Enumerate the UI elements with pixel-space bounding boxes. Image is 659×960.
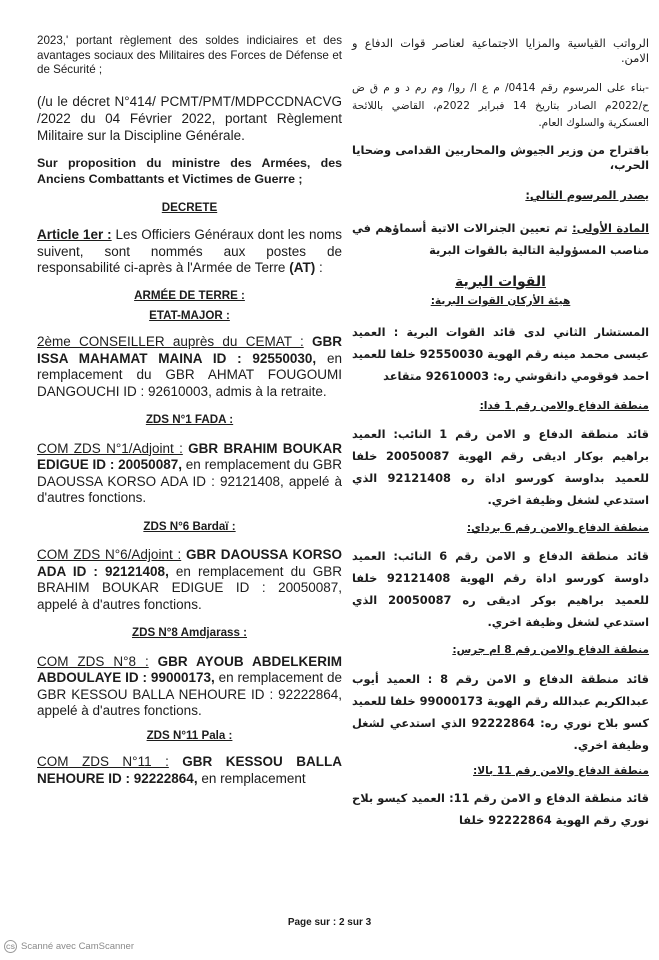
arabic-column (352, 36, 649, 831)
ar-proposition: باقتراح من وزير الجيوش والمحاربين القدامى وضحايا الحرب، (352, 142, 649, 173)
ar-zds11-heading: منطقة الدفاع والامن رقم 11 بالا: (473, 764, 649, 777)
fr-entry-zds11 (37, 754, 342, 787)
fr-entry-zds1 (37, 441, 342, 507)
fr-entry2-name: GBR BRAHIM BOUKAR EDIGUE ID : 20050087, (37, 440, 342, 473)
ar-zds6-heading: منطقة الدفاع والامن رقم 6 برداي: (466, 522, 649, 535)
fr-decrete-heading: DECRETE (161, 200, 218, 214)
fr-etat-major: ETAT-MAJOR : (149, 309, 230, 323)
ar-entry-zds8: قائد منطقة الدفاع و الامن رقم 8 : العميد أيوب عبدالكريم عبدالله رقم الهوية 99000173 خلفا للعميد كسو بلاح نوري ره: 92222864 الذي استدعي لشغل وظيفة اخري. (352, 671, 650, 752)
page-number: Page sur : 2 sur 3 (287, 917, 372, 928)
fr-decret-ref: (/u le décret N°414/ PCMT/PMT/MDPCCDNACVG /2022 du 04 Février 2022, portant Règlement Militaire sur la Discipline Générale. (37, 93, 342, 143)
fr-zds8-heading: ZDS N°8 Amdjarass : (131, 626, 248, 640)
ar-zds8-heading: منطقة الدفاع والامن رقم 8 ام جرس: (452, 644, 649, 657)
ar-intro-cont: الرواتب القياسية والمزايا الاجتماعية لعناصر قوات الدفاع و الامن. (352, 36, 649, 66)
watermark-text: Scanné avec CamScanner (21, 941, 135, 952)
fr-entry3-text: en remplacement du GBR BRAHIM BOUKAR EDIGUE ID : 20050087, appelé à d'autres fonctions. (37, 563, 343, 612)
fr-entry3-title: COM ZDS N°6/Adjoint : (37, 547, 182, 563)
fr-article-text: Les Officiers Généraux dont les noms suivent, sont nommés aux postes de responsabilité ci-après à l'Armée de Terre (37, 227, 342, 276)
fr-zds11-heading: ZDS N°11 Pala : (146, 728, 233, 742)
ar-entry-conseiller: المستشار الثاني لدى قائد القوات البرية : العميد عيسى محمد مينه رقم الهوية 92550030 خلفا للعميد احمد فوقومي دانقوشي ره: 92610003 متقاعد (352, 324, 649, 383)
ar-entry-zds1: قائد منطقة الدفاع و الامن رقم 1 النائب: العميد براهيم بوكار اديقى رقم الهوية 20050087 خلفا للعميد بداوسة كورسو اداة ره 92121408 الذي استدعي لشغل وظيفة اخري. (352, 427, 649, 508)
fr-article-end: : (315, 260, 323, 276)
ar-article-text: تم تعيين الجنرالات الاتية أسماؤهم في مناصب المسؤولية التالية بالقوات البرية (352, 220, 649, 257)
fr-article-at: (AT) (289, 260, 316, 276)
fr-entry4-text: en remplacement de GBR KESSOU BALLA NEHOURE ID : 92222864, appelé à d'autres fonctions. (37, 670, 342, 719)
fr-entry1-text: en remplacement du GBR AHMAT FOUGOUMI DANGOUCHI ID : 92610003, admis à la retraite. (37, 350, 342, 399)
fr-entry5-title: COM ZDS N°11 : (37, 754, 169, 770)
fr-intro-cont: 2023,' portant règlement des soldes indiciaires et des avantages sociaux des Militaires des Forces de Défense et de Sécurité ; (37, 34, 342, 77)
fr-entry3-name: GBR DAOUSSA KORSO ADA ID : 92121408, (37, 547, 343, 579)
ar-armee-terre: القوات البرية (455, 273, 546, 290)
scanner-watermark (4, 940, 134, 953)
fr-entry-conseiller (37, 334, 342, 400)
fr-entry5-text: en remplacement (197, 770, 306, 786)
fr-entry1-title: 2ème CONSEILLER auprès du CEMAT : (37, 334, 304, 350)
fr-article-label: Article 1er : (37, 227, 112, 243)
fr-article-1 (37, 227, 342, 277)
fr-zds6-heading: ZDS N°6 Bardaï : (143, 519, 236, 533)
fr-entry-zds6 (37, 547, 342, 613)
fr-entry-zds8 (37, 654, 342, 720)
ar-zds1-heading: منطقة الدفاع والامن رقم 1 فدا: (479, 399, 649, 412)
ar-decret-ref: -بناء على المرسوم رقم 0414/ م ع ا/ روا/ وم رم د و م ق ض ح/2022م الصادر بتاريخ 14 فبراير 2022م، القاضي باللائحة العسكرية والسلوك العام. (352, 82, 649, 130)
fr-entry2-text: en remplacement du GBR DAOUSSA KORSO ADA ID : 92121408, appelé à d'autres fonctions. (37, 457, 343, 506)
ar-article-label: المادة الأولى: (572, 220, 650, 235)
fr-entry4-title: COM ZDS N°8 : (37, 653, 149, 669)
ar-yusdir-heading: يصدر المرسوم التالي: (525, 188, 649, 203)
ar-entry-zds11: قائد منطقة الدفاع و الامن رقم 11: العميد كيسو بلاح نوري رقم الهوية 92222864 خلفا (352, 790, 649, 827)
ar-etat-major: هيئة الأركان القوات البرية: (430, 294, 571, 307)
fr-entry2-title: COM ZDS N°1/Adjoint : (37, 440, 183, 456)
fr-zds1-heading: ZDS N°1 FADA : (145, 413, 234, 427)
fr-armee-terre: ARMÉE DE TERRE : (134, 288, 245, 302)
camscanner-logo-icon: CS (4, 940, 17, 953)
fr-entry5-name: GBR KESSOU BALLA NEHOURE ID : 92222864, (37, 754, 342, 786)
fr-entry4-name: GBR AYOUB ABDELKERIM ABDOULAYE ID : 99000173, (37, 653, 343, 686)
fr-entry1-name: GBR ISSA MAHAMAT MAINA ID : 92550030, (37, 334, 342, 366)
french-column (37, 34, 342, 787)
ar-entry-zds6: قائد منطقة الدفاع و الامن رقم 6 النائب: العميد داوسة كورسو اداة رقم الهوية 92121408 خلفا للعميد براهيم بوكر اديقى ره 20050087 الذي استدعي لشغل وظيفة اخري. (352, 549, 649, 630)
ar-article-1 (352, 217, 649, 261)
fr-proposition: Sur proposition du ministre des Armées, des Anciens Combattants et Victimes de Guerre ; (37, 155, 342, 187)
